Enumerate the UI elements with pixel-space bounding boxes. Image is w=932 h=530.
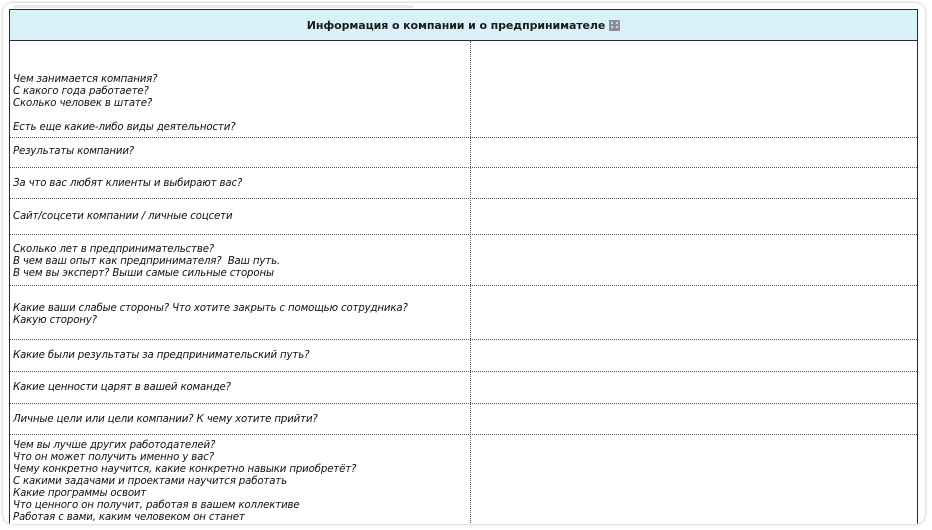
answer-cell[interactable] xyxy=(471,286,917,339)
table-row xyxy=(10,235,917,286)
question-cell[interactable]: Какие ваши слабые стороны? Что хотите закрыть с помощью сотрудника? Какую сторону? xyxy=(13,303,408,326)
answer-cell[interactable] xyxy=(471,372,917,403)
question-cell[interactable]: За что вас любят клиенты и выбирают вас? xyxy=(13,178,243,189)
answer-cell[interactable] xyxy=(471,199,917,234)
question-cell[interactable]: Сайт/соцсети компании / личные соцсети xyxy=(13,211,233,222)
answer-cell[interactable] xyxy=(471,41,917,137)
table-row xyxy=(10,372,917,404)
office-building-icon xyxy=(609,20,620,31)
spreadsheet-frame xyxy=(3,3,925,524)
table-row xyxy=(10,404,917,435)
question-cell[interactable]: Сколько лет в предпринимательстве? В чем ваш опыт как предпринимателя? Ваш путь. В чем вы эксперт? Выши самые сильные стороны xyxy=(13,244,281,279)
question-cell[interactable]: Какие ценности царят в вашей команде? xyxy=(13,382,231,393)
answer-cell[interactable] xyxy=(471,404,917,434)
question-cell[interactable]: Какие были результаты за предпринимательский путь? xyxy=(13,350,310,361)
table-row xyxy=(10,41,917,138)
question-cell[interactable]: Результаты компании? xyxy=(13,146,135,157)
questionnaire-table xyxy=(9,41,918,524)
table-row xyxy=(10,168,917,199)
answer-cell[interactable] xyxy=(471,138,917,167)
answer-cell[interactable] xyxy=(471,435,917,524)
question-cell[interactable]: Личные цели или цели компании? К чему хотите прийти? xyxy=(13,414,318,425)
answer-cell[interactable] xyxy=(471,340,917,371)
question-cell[interactable]: Чем вы лучше других работодателей? Что он может получить именно у вас? Чему конкретно научится, какие конкретно навыки приобретёт? С какими задачами и проектами научится работать Какие программы освоит Что ценного он получит, работая в вашем коллективе Работая с вами, каким человеком он станет xyxy=(13,440,357,523)
table-header[interactable] xyxy=(9,9,918,41)
answer-cell[interactable] xyxy=(471,168,917,198)
table-row xyxy=(10,199,917,235)
table-row xyxy=(10,435,917,524)
header-title: Информация о компании и о предпринимателе xyxy=(306,18,606,32)
answer-cell[interactable] xyxy=(471,235,917,285)
question-cell[interactable]: Чем занимается компания? С какого года работаете? Сколько человек в штате? Есть еще какие-либо виды деятельности? xyxy=(13,74,236,133)
table-row xyxy=(10,286,917,340)
table-row xyxy=(10,138,917,168)
table-row xyxy=(10,340,917,372)
